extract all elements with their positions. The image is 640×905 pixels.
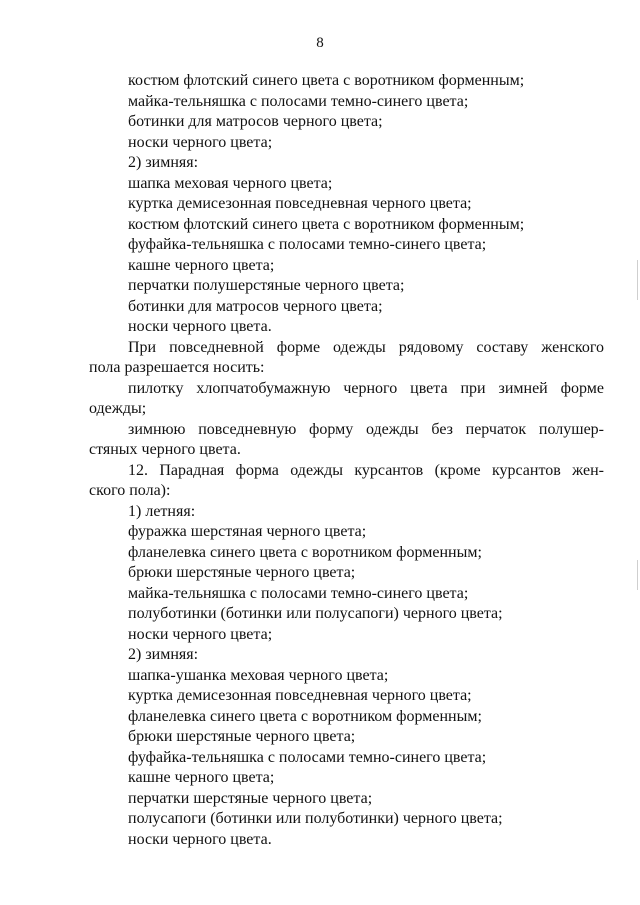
text-line: костюм флотский синего цвета с воротником форменным; xyxy=(128,72,525,89)
text-line: кашне черного цвета; xyxy=(128,769,275,786)
text-line: стяных черного цвета. xyxy=(89,441,241,458)
text-line: носки черного цвета; xyxy=(128,133,273,151)
text-line: одежды; xyxy=(89,400,147,417)
text-line: 1) летняя: xyxy=(128,502,196,520)
text-line: майка-тельняшка с полосами темно-синего цвета; xyxy=(128,584,469,602)
text-line: перчатки полушерстяные черного цвета; xyxy=(128,277,405,294)
text-line: пола разрешается носить: xyxy=(89,359,265,376)
text-line: перчатки шерстяные черного цвета; xyxy=(128,789,373,807)
text-line: майка-тельняшка с полосами темно-синего цвета; xyxy=(128,92,469,110)
text-line: 2) зимняя: xyxy=(128,154,199,171)
text-line: шапка-ушанка меховая черного цвета; xyxy=(128,666,389,684)
text-line: зимнюю повседневную форму одежды без перчаток полушер- xyxy=(128,420,604,438)
text-line: При повседневной форме одежды рядовому составу женского xyxy=(128,338,604,356)
text-line: кашне черного цвета; xyxy=(128,256,275,274)
text-line: носки черного цвета; xyxy=(128,625,273,643)
scan-edge-mark xyxy=(637,260,638,300)
text-line: костюм флотский синего цвета с воротником форменным; xyxy=(128,215,525,233)
text-line: фуражка шерстяная черного цвета; xyxy=(128,523,367,540)
text-line: куртка демисезонная повседневная черного цвета; xyxy=(128,687,472,704)
document-body xyxy=(89,71,604,850)
scan-edge-mark xyxy=(637,560,638,590)
text-line: фуфайка-тельняшка с полосами темно-синего цвета; xyxy=(128,236,487,253)
text-line: куртка демисезонная повседневная черного цвета; xyxy=(128,195,472,212)
text-line: брюки шерстяные черного цвета; xyxy=(128,728,356,745)
text-line: полуботинки (ботинки или полусапоги) черного цвета; xyxy=(128,605,503,622)
text-line: брюки шерстяные черного цвета; xyxy=(128,564,356,581)
text-line: шапка меховая черного цвета; xyxy=(128,174,333,192)
text-line: фуфайка-тельняшка с полосами темно-синего цвета; xyxy=(128,748,487,766)
text-line: фланелевка синего цвета с воротником форменным; xyxy=(128,707,482,725)
text-line: носки черного цвета. xyxy=(128,318,272,335)
text-line: полусапоги (ботинки или полуботинки) черного цвета; xyxy=(128,810,503,827)
text-line: пилотку хлопчатобумажную черного цвета при зимней форме xyxy=(128,379,604,397)
text-line: фланелевка синего цвета с воротником форменным; xyxy=(128,543,482,561)
text-line: ботинки для матросов черного цвета; xyxy=(128,297,383,315)
page-number: 8 xyxy=(316,35,324,51)
text-line: носки черного цвета. xyxy=(128,830,272,848)
text-line: 12. Парадная форма одежды курсантов (кроме курсантов жен- xyxy=(128,461,604,479)
text-line: 2) зимняя: xyxy=(128,646,199,663)
text-line: ботинки для матросов черного цвета; xyxy=(128,113,383,130)
text-line: ского пола): xyxy=(89,482,171,499)
